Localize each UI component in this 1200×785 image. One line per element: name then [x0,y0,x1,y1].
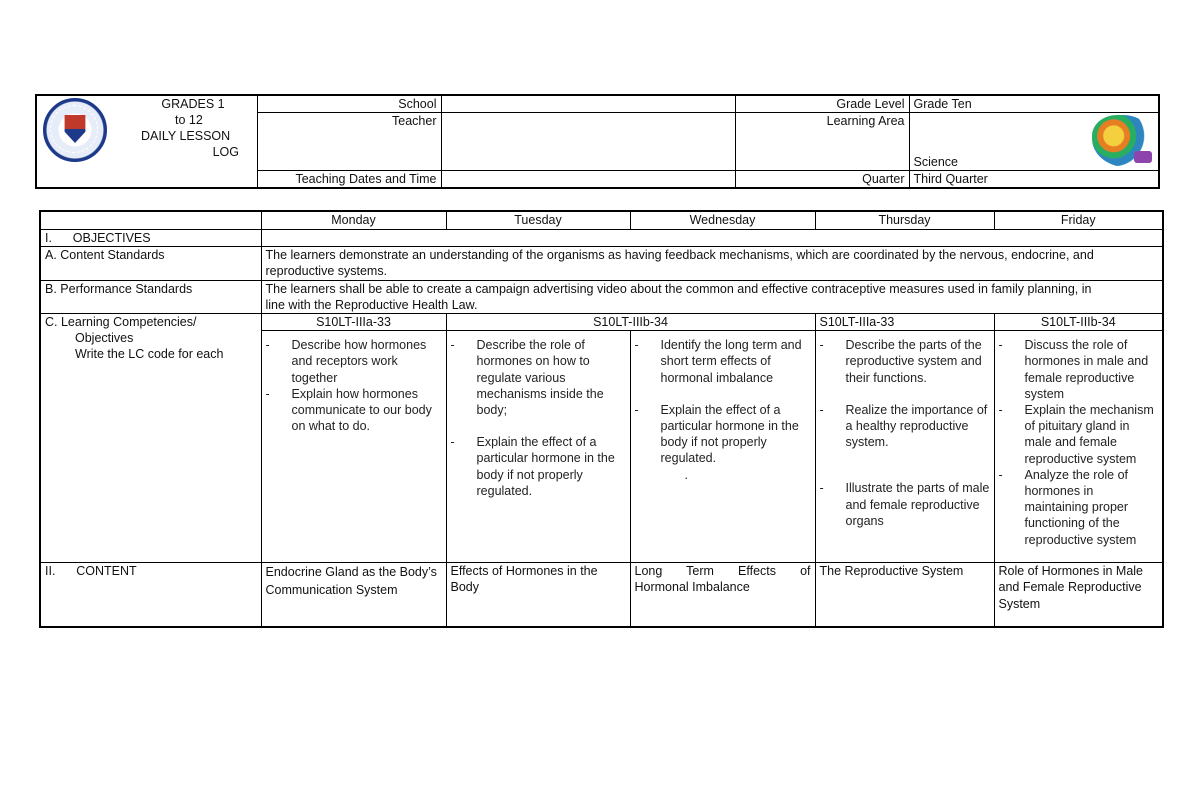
competencies-monday [261,331,446,563]
day-thursday: Thursday [815,211,994,230]
list-item: - Discuss the role of hormones in male and female reproductive system [999,337,1159,402]
wednesday-trail: . [684,467,688,482]
list-item: - Describe the parts of the reproductive system and their functions. [820,337,990,386]
performance-standards-label: B. Performance Standards [40,280,261,313]
learning-area-label: Learning Area [735,113,909,171]
list-item: - Explain the mechanism of pituitary gland in male and female reproductive system [999,402,1159,467]
list-item: - Illustrate the parts of male and female reproductive organs [820,480,990,529]
header-table [35,94,1160,189]
school-label: School [257,95,441,113]
performance-standards-row [40,280,1163,313]
grade-level-label: Grade Level [735,95,909,113]
learning-area-value: Science [913,155,958,169]
content-row [40,563,1163,627]
competencies-label-3: Write the LC code for each [75,347,224,362]
content-thursday: The Reproductive System [815,563,994,627]
list-item: - Explain how hormones communicate to our body on what to do. [266,386,442,435]
lesson-log-table [39,210,1164,628]
teacher-label: Teacher [257,113,441,171]
content-standards-text: The learners demonstrate an understanding of the organisms as having feedback mechanisms, which are coordinated by the nervous, endocrine, and reproductive systems. [261,247,1163,280]
day-monday: Monday [261,211,446,230]
competencies-label [40,314,261,563]
title-line-3: DAILY LESSON [141,129,231,143]
day-friday: Friday [994,211,1163,230]
content-friday: Role of Hormones in Male and Female Reproductive System [994,563,1163,627]
competencies-tuesday [446,331,630,563]
list-item: - Identify the long term and short term effects of hormonal imbalance [635,337,811,386]
content-heading: II. CONTENT [40,563,261,627]
dates-label: Teaching Dates and Time [257,171,441,189]
list-item: - Analyze the role of hormones in maintaining proper functioning of the reproductive system [999,467,1159,548]
content-standards-label: A. Content Standards [40,247,261,280]
list-item: - Explain the effect of a particular hormone in the body if not properly regulated. [451,434,626,499]
quarter-label: Quarter [735,171,909,189]
days-header-row [40,211,1163,230]
day-tuesday: Tuesday [446,211,630,230]
competencies-wednesday [630,331,815,563]
lc-code-row [40,314,1163,331]
grade-level-value[interactable]: Grade Ten [909,95,1159,113]
title-line-1: GRADES 1 [161,97,225,111]
list-item: - Explain the effect of a particular hormone in the body if not properly regulated. [635,402,811,467]
competencies-thursday [815,331,994,563]
deped-seal-icon [43,98,107,162]
list-item: - Realize the importance of a healthy reproductive system. [820,402,990,451]
lc-code-tue-wed: S10LT-IIIb-34 [446,314,815,331]
objectives-heading: I. OBJECTIVES [40,230,261,247]
title-line-4: LOG [212,145,239,159]
day-wednesday: Wednesday [630,211,815,230]
objectives-blank [261,230,1163,247]
lc-code-monday: S10LT-IIIa-33 [261,314,446,331]
header-title-cell [36,95,257,188]
dates-field[interactable] [441,171,735,189]
competencies-label-1: C. Learning Competencies/ [45,315,197,330]
performance-standards-text: The learners shall be able to create a campaign advertising video about the common and effective contraceptive measures used in family planning, in line with the Reproductive Health Law. [261,280,1163,313]
quarter-value[interactable]: Third Quarter [909,171,1159,189]
content-tuesday: Effects of Hormones in the Body [446,563,630,627]
title-line-2: to 12 [175,113,203,127]
learning-area-cell[interactable] [909,113,1159,171]
objectives-row [40,230,1163,247]
list-item: - Describe the role of hormones on how to regulate various mechanisms inside the body; [451,337,626,418]
list-item: - Describe how hormones and receptors work together [266,337,442,386]
school-field[interactable] [441,95,735,113]
science-logo-icon [1092,115,1154,167]
content-standards-row [40,247,1163,280]
lc-code-thursday: S10LT-IIIa-33 [815,314,994,331]
lc-code-friday: S10LT-IIIb-34 [994,314,1163,331]
corner-cell [40,211,261,230]
content-wednesday: Long Term Effects of Hormonal Imbalance [630,563,815,627]
competencies-friday [994,331,1163,563]
competencies-label-2: Objectives [75,331,134,346]
content-monday: Endocrine Gland as the Body’s Communication System [261,563,446,627]
teacher-field[interactable] [441,113,735,171]
